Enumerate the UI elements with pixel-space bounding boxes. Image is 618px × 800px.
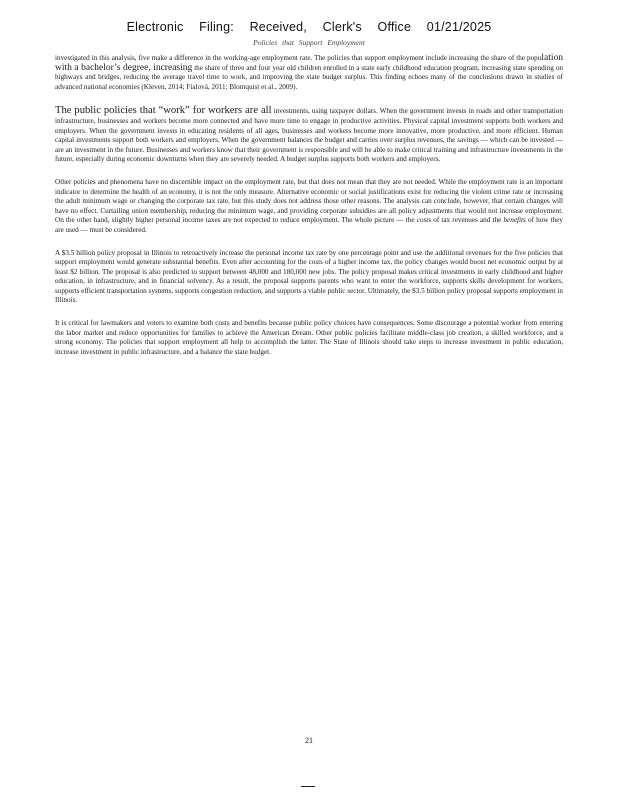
paragraph-lead: The public policies that “work” for workers are all [55, 105, 272, 117]
paragraph-text: A $3.5 billion policy proposal in Illinois to retroactively increase the personal income tax rate by one percentage point and use the additional revenues for the five policies that support employment would generate substantial benefits. Even after accounting for the costs of a higher income tax, the policy changes would boost net economic output by at least $2 billion. The proposal is also predicted to support between 48,000 and 180,000 new jobs. The policy proposal makes critical investments in early childhood and higher education, in infrastructure, and in financial solvency. As a result, the proposal supports parents who want to enter the workforce, supports skills development for workers, supports efficient transportation systems, supports congestion reduction, and supports a viable public sector. Ultimately, the $3.5 billion policy proposal supports employment in Illinois. [55, 248, 563, 305]
page-number: 21 [305, 736, 313, 745]
running-head: Policies that Support Employment [253, 38, 365, 47]
paragraph-text: Other policies and phenomena have no discernible impact on the employment rate, but that does not mean that they are not needed. While the employment rate is an important indicator to determine the health of an economy, it is not the only measure. Alternative economic or social justifications exist for reducing the violent crime rate or increasing the adult minimum wage or changing the corporate tax rate, but this study does not address those other reasons. The analysis can conclude, however, that certain changes will have no effect. Curtailing union membership, reducing the minimum wage, and providing corporate subsidies are all policy adjustments that would not increase employment. On the other hand, slightly higher personal income taxes are not expected to reduce employment. The whole picture — the [55, 177, 563, 225]
paragraph-text: of tax revenues and the [431, 216, 504, 225]
footer-rule [301, 786, 315, 787]
paragraph-text: of how they are used — must be considered. [55, 216, 563, 234]
paragraph-public-policies-investments [55, 106, 563, 165]
paragraph-text: investments, using taxpayer dollars. When the government invests in roads and other transportation infrastructure, businesses and workers become more connected and have more time to engage in productive activities. Physical capital investment supports both workers and employers. When the government invests in educating residents of all ages, businesses and workers become more innovative, more productive, and more efficient. Human capital investments support both workers and employers. When the government balances the budget and carries over surplus revenues, the savings — which can be invested — are an investment in the future. Businesses and workers know that their government is responsible and will be able to make critical training and infrastructure investments in the future, especially during economic downturns when they are severely needed. A budget surplus supports both workers and employers. [55, 107, 563, 164]
electronic-filing-stamp: Electronic Filing: Received, Clerk's Office 01/21/2025 [126, 20, 492, 34]
costs-emphasis: costs [416, 216, 432, 225]
paragraph-conclusion [55, 319, 563, 357]
paragraph-text-emphasis: lation with a bachelor’s degree, increasing [55, 53, 563, 73]
paragraph-policy-proposal [55, 249, 563, 307]
page-body [55, 54, 563, 370]
paragraph-other-policies [55, 178, 563, 236]
paragraph-text: It is critical for lawmakers and voters to examine both costs and benefits because public policy choices have consequences. Some discourage a potential worker from entering the labor market and reduce opportunities for families to achieve the American Dream. Other public policies facilitate middle-class job creation, a skilled workforce, and a strong economy. The policies that support employment all help to accomplish the latter. The State of Illinois should take steps to increase investment in public education, increase investment in public infrastructure, and a balance the state budget. [55, 319, 563, 356]
paragraph-text: investigated in this analysis, five make a difference in the working-age employment rate. The policies that support employment include increasing the share of the popu [55, 54, 542, 62]
benefits-emphasis: benefits [503, 216, 526, 225]
paragraph-policies-support-employment [55, 54, 563, 92]
paragraph-text: the share of three and four year old children enrolled in a state early childhood education program, increasing state spending on highways and bridges, reducing the average travel time to work, and improving the state budget surplus. This finding echoes many of the conclusions drawn in studies of advanced national economies (Kleven, 2014; Fialová, 2011; Blomquist et al., 2009). [55, 63, 564, 91]
